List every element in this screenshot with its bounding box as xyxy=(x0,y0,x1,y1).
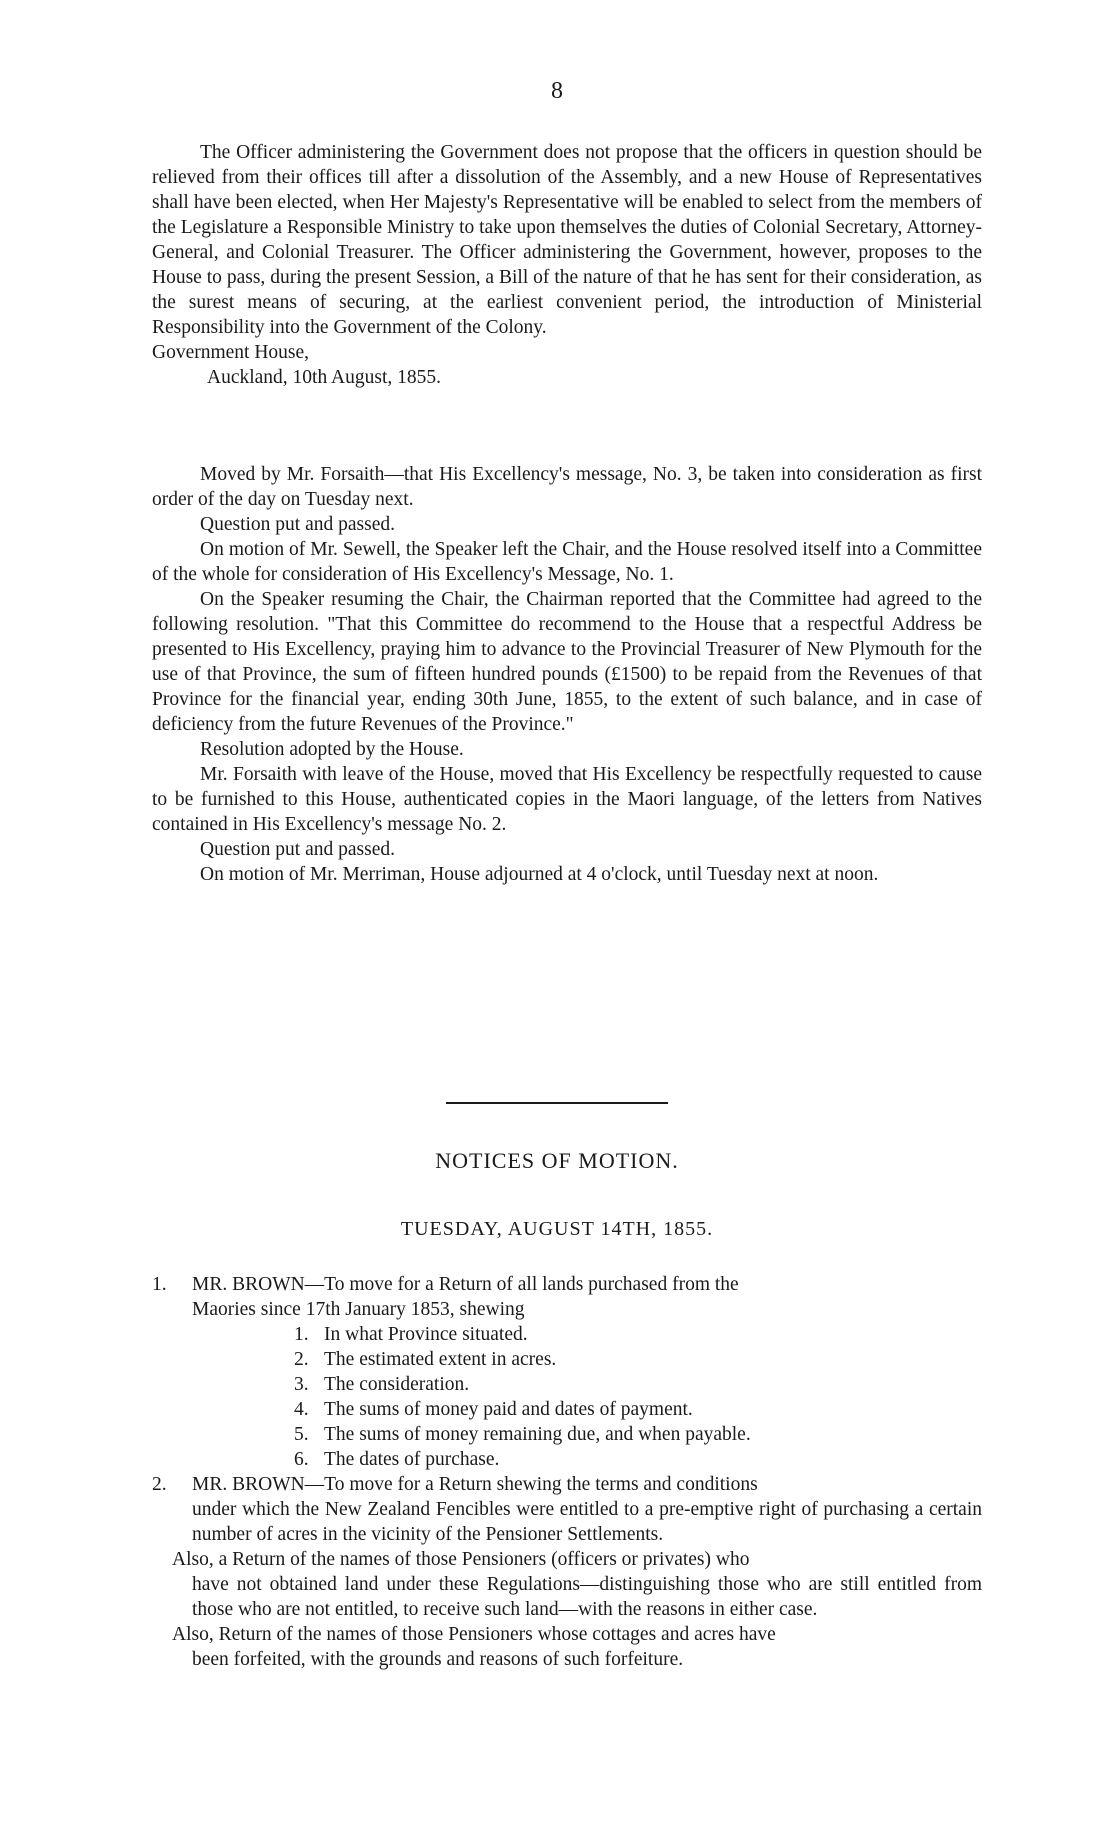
sub-item-text: In what Province situated. xyxy=(324,1324,528,1345)
sub-item-number: 5. xyxy=(294,1424,309,1445)
notices-heading: NOTICES OF MOTION. xyxy=(435,1148,679,1173)
sub-item-number: 4. xyxy=(294,1399,309,1420)
sub-item-text: The sums of money paid and dates of payment. xyxy=(324,1399,693,1420)
sub-item xyxy=(152,1397,982,1422)
notice-2 xyxy=(152,1472,982,1497)
signature-line-1: Government House, xyxy=(152,342,310,363)
also-clause-first-line: Also, a Return of the names of those Pensioners (officers or privates) who xyxy=(172,1549,750,1570)
sub-item xyxy=(152,1372,982,1397)
notices-list xyxy=(152,1272,982,1672)
sub-item xyxy=(152,1322,982,1347)
notice-continuation: under which the New Zealand Fencibles were entitled to a pre-emptive right of purchasing a certain number of acres in the vicinity of the Pensioner Settlements. xyxy=(192,1499,982,1545)
sub-item-number: 6. xyxy=(294,1449,309,1470)
section-divider xyxy=(446,1102,668,1104)
sub-item-text: The dates of purchase. xyxy=(324,1449,500,1470)
sub-item-text: The sums of money remaining due, and when payable. xyxy=(324,1424,751,1445)
notice-continuation: Maories since 17th January 1853, shewing xyxy=(192,1299,525,1320)
proceedings-section xyxy=(152,462,982,887)
notice-text: MR. BROWN—To move for a Return of all lands purchased from the xyxy=(192,1274,739,1295)
sub-item xyxy=(152,1347,982,1372)
notices-date: TUESDAY, AUGUST 14TH, 1855. xyxy=(400,1218,714,1240)
notice-1 xyxy=(152,1272,982,1297)
proceeding-paragraph: Resolution adopted by the House. xyxy=(200,739,464,760)
notice-text: MR. BROWN—To move for a Return shewing the terms and conditions xyxy=(192,1474,758,1495)
sub-item-text: The consideration. xyxy=(324,1374,470,1395)
signature-line-2: Auckland, 10th August, 1855. xyxy=(207,367,441,388)
sub-item xyxy=(152,1422,982,1447)
proceeding-paragraph: Question put and passed. xyxy=(200,514,395,535)
proceeding-paragraph: Mr. Forsaith with leave of the House, moved that His Excellency be respectfully requested to cause to be furnished to this House, authenticated copies in the Maori language, of the letters from Natives contained in His Excellency's message No. 2. xyxy=(152,764,982,835)
also-clause-first-line: Also, Return of the names of those Pensioners whose cottages and acres have xyxy=(172,1624,776,1645)
also-clause-continuation: been forfeited, with the grounds and reasons of such forfeiture. xyxy=(192,1649,684,1670)
proceeding-paragraph: On motion of Mr. Sewell, the Speaker left the Chair, and the House resolved itself into a Committee of the whole for consideration of His Excellency's Message, No. 1. xyxy=(152,539,982,585)
page-number: 8 xyxy=(551,78,563,104)
proceeding-paragraph: Question put and passed. xyxy=(200,839,395,860)
sub-item-number: 2. xyxy=(294,1349,309,1370)
notice-number: 2. xyxy=(152,1474,167,1495)
proceeding-paragraph: On motion of Mr. Merriman, House adjourned at 4 o'clock, until Tuesday next at noon. xyxy=(200,864,879,885)
message-paragraph: The Officer administering the Government does not propose that the officers in question should be relieved from their offices till after a dissolution of the Assembly, and a new House of Representatives shall have been elected, when Her Majesty's Representative will be enabled to select from the members of the Legislature a Responsible Ministry to take upon themselves the duties of Colonial Secretary, Attorney-General, and Colonial Treasurer. The Officer administering the Government, however, proposes to the House to pass, during the present Session, a Bill of the nature of that he has sent for their consideration, as the surest means of securing, at the earliest convenient period, the introduction of Ministerial Responsibility into the Government of the Colony. xyxy=(152,142,983,338)
message-conclusion xyxy=(152,140,982,390)
sub-item xyxy=(152,1447,982,1472)
sub-item-text: The estimated extent in acres. xyxy=(324,1349,557,1370)
proceeding-paragraph: Moved by Mr. Forsaith—that His Excellency's message, No. 3, be taken into consideration as first order of the day on Tuesday next. xyxy=(152,464,982,510)
also-clause-continuation: have not obtained land under these Regulations—distinguishing those who are still entitled from those who are not entitled, to receive such land—with the reasons in either case. xyxy=(192,1574,982,1620)
proceeding-paragraph: On the Speaker resuming the Chair, the Chairman reported that the Committee had agreed to the following resolution. "That this Committee do recommend to the House that a respectful Address be presented to His Excellency, praying him to advance to the Provincial Treasurer of New Plymouth for the use of that Province, the sum of fifteen hundred pounds (£1500) to be repaid from the Revenues of that Province for the financial year, ending 30th June, 1855, to the extent of such balance, and in case of deficiency from the future Revenues of the Province." xyxy=(152,589,982,735)
notice-number: 1. xyxy=(152,1274,167,1295)
sub-item-number: 3. xyxy=(294,1374,309,1395)
sub-item-number: 1. xyxy=(294,1324,309,1345)
